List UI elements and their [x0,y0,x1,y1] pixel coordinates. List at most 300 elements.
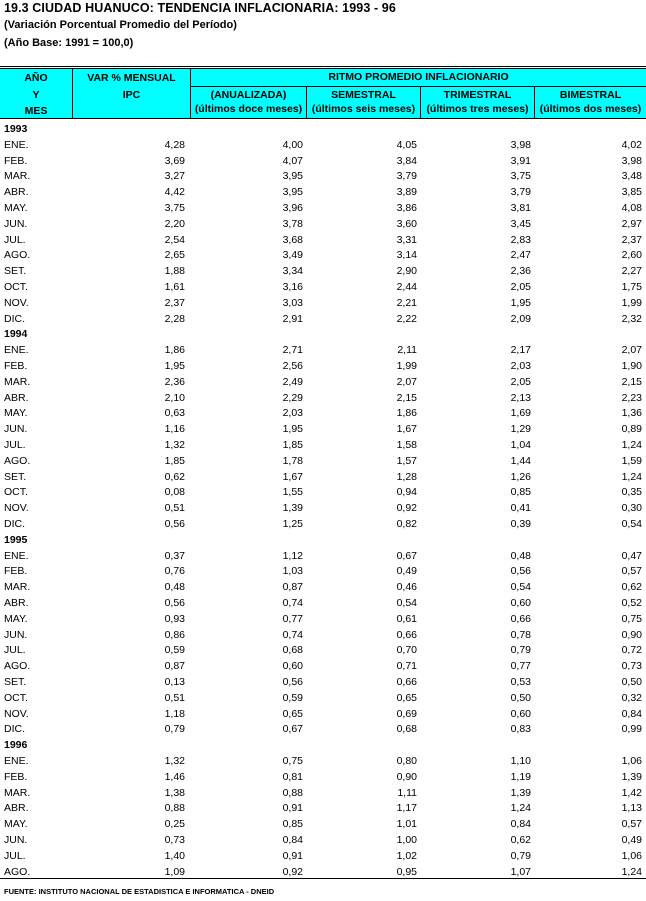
semestral-cell: 0,94 [396,486,417,499]
trimestral-cell: 0,78 [510,628,531,641]
anualizada-cell: 3,16 [282,281,303,293]
trimestral-cell: 0,53 [510,676,531,688]
bimestral-cell: 2,27 [621,265,642,278]
month-cell: MAR. [4,170,31,183]
table-row [0,374,646,390]
table-row [0,469,646,485]
semestral-cell: 1,17 [396,802,417,815]
ipc-cell: 2,37 [164,296,185,309]
month-cell: OCT. [4,486,28,499]
month-cell: JUN. [4,628,28,641]
month-cell: ABR. [4,597,29,609]
year-row [0,532,646,548]
anualizada-cell: 0,60 [282,660,303,673]
anualizada-cell: 2,91 [282,312,303,325]
trimestral-cell: 1,24 [510,802,531,815]
header-bimestral [534,86,646,118]
table-row [0,232,646,248]
table-row [0,295,646,311]
year-row [0,326,646,342]
ipc-cell: 1,46 [164,770,185,783]
semestral-cell: 2,90 [396,265,417,278]
month-cell: FEB. [4,360,28,372]
source-note: FUENTE: INSTITUTO NACIONAL DE ESTADISTICA E INFORMATICA - DNEID [4,887,275,896]
anualizada-cell: 4,07 [282,154,303,167]
trimestral-cell: 2,13 [510,391,531,404]
month-cell: SET. [4,676,27,688]
month-cell: OCT. [4,281,28,293]
year-label: 1996 [4,739,28,752]
header-trimestral [420,86,534,118]
trimestral-cell: 0,50 [510,691,531,704]
anualizada-cell: 0,68 [282,644,303,657]
ipc-cell: 1,16 [164,423,185,436]
trimestral-cell: 0,62 [510,834,531,846]
anualizada-cell: 1,12 [282,549,303,562]
semestral-cell: 0,68 [396,723,417,736]
semestral-cell: 0,71 [396,660,417,673]
ipc-cell: 0,51 [164,691,185,704]
month-cell: FEB. [4,565,28,578]
ipc-cell: 0,76 [164,565,185,578]
semestral-cell: 0,95 [396,865,417,878]
trimestral-cell: 3,91 [510,154,531,167]
table-row [0,421,646,437]
anualizada-cell: 0,77 [282,612,303,625]
semestral-cell: 3,84 [396,154,417,167]
table-row [0,785,646,801]
trimestral-cell: 3,81 [510,202,531,214]
month-cell: AGO. [4,865,31,878]
header-bimestral-label: BIMESTRAL [559,89,622,101]
year-row [0,121,646,137]
anualizada-cell: 0,85 [282,818,303,831]
table-row [0,216,646,232]
trimestral-cell: 1,19 [510,770,531,783]
bimestral-cell: 1,90 [621,360,642,372]
anualizada-cell: 3,95 [282,170,303,183]
bimestral-cell: 0,32 [621,691,642,704]
month-cell: JUN. [4,217,28,230]
table-row [0,516,646,532]
ipc-cell: 4,28 [164,138,185,151]
table-row [0,642,646,658]
trimestral-cell: 2,36 [510,265,531,278]
table-row [0,500,646,516]
header-anualizada-period: (últimos doce meses) [194,103,303,115]
bimestral-cell: 0,49 [621,834,642,846]
page-title: 19.3 CIUDAD HUANUCO: TENDENCIA INFLACIONARIA: 1993 - 96 [4,1,396,15]
bimestral-cell: 3,48 [621,170,642,183]
anualizada-cell: 1,78 [282,454,303,467]
semestral-cell: 1,99 [396,360,417,372]
trimestral-cell: 2,09 [510,312,531,325]
month-cell: JUL. [4,233,26,246]
table-row [0,484,646,500]
bimestral-cell: 1,06 [621,755,642,767]
header-ritmo-group [190,69,646,86]
anualizada-cell: 0,88 [282,786,303,799]
header-bimestral-period: (últimos dos meses) [539,103,642,115]
anualizada-cell: 0,56 [282,676,303,688]
table-row [0,358,646,374]
ipc-cell: 1,40 [164,849,185,862]
header-trimestral-label: TRIMESTRAL [443,89,512,101]
bimestral-cell: 0,52 [621,597,642,609]
month-cell: FEB. [4,154,28,167]
semestral-cell: 0,66 [396,628,417,641]
bimestral-cell: 0,90 [621,628,642,641]
table-row [0,595,646,611]
bimestral-cell: 0,30 [621,502,642,515]
ipc-cell: 3,27 [164,170,185,183]
ipc-cell: 1,95 [164,360,185,372]
ipc-cell: 1,85 [164,454,185,467]
bimestral-cell: 1,24 [621,439,642,451]
anualizada-cell: 0,92 [282,865,303,878]
table-row [0,137,646,153]
bimestral-cell: 2,32 [621,312,642,325]
table-row [0,832,646,848]
bimestral-cell: 2,60 [621,249,642,262]
trimestral-cell: 0,84 [510,818,531,831]
trimestral-cell: 1,07 [510,865,531,878]
bimestral-cell: 0,73 [621,660,642,673]
anualizada-cell: 3,96 [282,202,303,214]
month-cell: MAY. [4,818,28,831]
semestral-cell: 1,86 [396,407,417,420]
table-row [0,627,646,643]
table-row [0,611,646,627]
month-cell: MAR. [4,375,31,388]
semestral-cell: 3,31 [396,233,417,246]
ipc-cell: 2,28 [164,312,185,325]
bimestral-cell: 0,57 [621,818,642,831]
trimestral-cell: 0,79 [510,849,531,862]
semestral-cell: 1,67 [396,423,417,436]
bimestral-cell: 0,75 [621,612,642,625]
header-year-month [0,69,72,118]
bimestral-cell: 1,42 [621,786,642,799]
ipc-cell: 1,61 [164,281,185,293]
semestral-cell: 1,28 [396,470,417,483]
ipc-cell: 2,54 [164,233,185,246]
ipc-cell: 0,73 [164,834,185,846]
month-cell: SET. [4,470,27,483]
trimestral-cell: 1,04 [510,439,531,451]
table-row [0,405,646,421]
table-row [0,168,646,184]
semestral-cell: 1,57 [396,454,417,467]
month-cell: MAY. [4,202,28,214]
table-row [0,437,646,453]
ipc-cell: 0,37 [164,549,185,562]
bimestral-cell: 0,72 [621,644,642,657]
month-cell: AGO. [4,660,31,673]
bimestral-cell: 0,50 [621,676,642,688]
ipc-cell: 0,56 [164,518,185,530]
semestral-cell: 1,11 [397,786,417,799]
semestral-cell: 0,46 [396,581,417,594]
table-row [0,579,646,595]
semestral-cell: 3,86 [396,202,417,214]
trimestral-cell: 2,05 [510,375,531,388]
anualizada-cell: 1,95 [282,423,303,436]
ipc-cell: 1,18 [164,707,185,720]
semestral-cell: 1,00 [396,834,417,846]
bimestral-cell: 4,02 [621,138,642,151]
header-ipc-var-label: VAR % MENSUAL [87,72,176,84]
table-bottom-rule [0,878,646,879]
month-cell: NOV. [4,707,29,720]
anualizada-cell: 0,74 [282,597,303,609]
bimestral-cell: 3,98 [621,154,642,167]
anualizada-cell: 1,55 [282,486,303,499]
month-cell: ABR. [4,802,29,815]
trimestral-cell: 1,26 [510,470,531,483]
ipc-cell: 0,59 [164,644,185,657]
table-row [0,390,646,406]
semestral-cell: 0,90 [396,770,417,783]
bimestral-cell: 1,75 [621,281,642,293]
anualizada-cell: 1,39 [282,502,303,515]
header-trimestral-period: (últimos tres meses) [426,103,529,115]
trimestral-cell: 3,79 [510,186,531,199]
ipc-cell: 0,93 [164,612,185,625]
ipc-cell: 4,42 [164,186,185,199]
semestral-cell: 1,58 [396,439,417,451]
header-month-label: MES [24,105,48,117]
month-cell: MAR. [4,786,31,799]
trimestral-cell: 0,77 [510,660,531,673]
month-cell: SET. [4,265,27,278]
table-row [0,247,646,263]
semestral-cell: 0,54 [396,597,417,609]
bimestral-cell: 0,54 [621,518,642,530]
table-row [0,548,646,564]
bimestral-cell: 3,85 [621,186,642,199]
month-cell: NOV. [4,502,29,515]
table-row [0,753,646,769]
month-cell: OCT. [4,691,28,704]
bimestral-cell: 1,24 [621,470,642,483]
month-cell: AGO. [4,454,31,467]
bimestral-cell: 1,36 [621,407,642,420]
anualizada-cell: 3,49 [282,249,303,262]
semestral-cell: 0,49 [396,565,417,578]
anualizada-cell: 0,81 [282,770,303,783]
bimestral-cell: 0,84 [621,707,642,720]
anualizada-cell: 0,91 [282,802,303,815]
bimestral-cell: 1,59 [621,454,642,467]
month-cell: AGO. [4,249,31,262]
trimestral-cell: 0,79 [510,644,531,657]
anualizada-cell: 4,00 [282,138,303,151]
table-header [0,66,646,118]
month-cell: JUL. [4,439,26,451]
semestral-cell: 2,44 [396,281,417,293]
trimestral-cell: 0,56 [510,565,531,578]
month-cell: DIC. [4,723,25,736]
ipc-cell: 0,79 [164,723,185,736]
trimestral-cell: 1,39 [510,786,531,799]
table-row [0,706,646,722]
page-subtitle: (Variación Porcentual Promedio del Período) [4,19,237,31]
anualizada-cell: 2,03 [282,407,303,420]
month-cell: FEB. [4,770,28,783]
month-cell: ENE. [4,549,29,562]
ipc-cell: 0,08 [164,486,185,499]
trimestral-cell: 3,45 [510,217,531,230]
semestral-cell: 3,60 [396,217,417,230]
ipc-cell: 2,20 [164,217,185,230]
month-cell: NOV. [4,296,29,309]
month-cell: JUL. [4,644,26,657]
trimestral-cell: 2,47 [510,249,531,262]
ipc-cell: 0,48 [164,581,185,594]
bimestral-cell: 0,62 [621,581,642,594]
year-row [0,737,646,753]
semestral-cell: 1,01 [396,818,417,831]
anualizada-cell: 2,56 [282,360,303,372]
ipc-cell: 2,10 [164,391,185,404]
month-cell: ENE. [4,138,29,151]
semestral-cell: 0,61 [396,612,417,625]
table-row [0,816,646,832]
anualizada-cell: 0,91 [282,849,303,862]
month-cell: DIC. [4,518,25,530]
bimestral-cell: 1,39 [621,770,642,783]
header-semestral-label: SEMESTRAL [331,89,396,101]
ipc-cell: 1,38 [164,786,185,799]
month-cell: ENE. [4,344,29,357]
ipc-cell: 0,63 [164,407,185,420]
semestral-cell: 0,67 [396,549,417,562]
header-group-label: RITMO PROMEDIO INFLACIONARIO [328,71,509,83]
month-cell: JUL. [4,849,26,862]
ipc-cell: 2,65 [164,249,185,262]
anualizada-cell: 2,29 [282,391,303,404]
year-label: 1993 [4,123,28,135]
table-row [0,263,646,279]
month-cell: ABR. [4,391,29,404]
bimestral-cell: 0,57 [621,565,642,578]
anualizada-cell: 2,71 [282,344,303,357]
ipc-cell: 1,32 [164,439,185,451]
header-y-label: Y [32,89,40,101]
table-row [0,848,646,864]
anualizada-cell: 1,67 [282,470,303,483]
trimestral-cell: 1,29 [510,423,531,436]
bimestral-cell: 0,99 [621,723,642,736]
month-cell: JUN. [4,423,28,436]
anualizada-cell: 3,34 [282,265,303,278]
bimestral-cell: 2,15 [621,375,642,388]
table-row [0,690,646,706]
bimestral-cell: 2,97 [621,217,642,230]
semestral-cell: 2,07 [396,375,417,388]
bimestral-cell: 0,47 [621,549,642,562]
header-anualizada-label: (ANUALIZADA) [210,89,287,101]
anualizada-cell: 0,65 [282,707,303,720]
trimestral-cell: 0,54 [510,581,531,594]
trimestral-cell: 3,75 [510,170,531,183]
semestral-cell: 2,21 [396,296,417,309]
trimestral-cell: 2,83 [510,233,531,246]
trimestral-cell: 1,95 [510,296,531,309]
trimestral-cell: 0,83 [510,723,531,736]
table-row [0,311,646,327]
semestral-cell: 0,70 [396,644,417,657]
header-ipc [72,69,190,118]
ipc-cell: 0,86 [164,628,185,641]
table-row [0,153,646,169]
month-cell: MAR. [4,581,31,594]
anualizada-cell: 3,95 [282,186,303,199]
table-row [0,800,646,816]
base-year-note: (Año Base: 1991 = 100,0) [4,37,134,49]
table-row [0,342,646,358]
table-row [0,279,646,295]
bimestral-cell: 0,35 [621,486,642,499]
table-row [0,658,646,674]
ipc-cell: 0,87 [164,660,185,673]
month-cell: DIC. [4,312,25,325]
semestral-cell: 2,11 [397,344,417,357]
header-anualizada [190,86,306,118]
trimestral-cell: 2,05 [510,281,531,293]
semestral-cell: 0,80 [396,755,417,767]
month-cell: MAY. [4,612,28,625]
month-cell: ENE. [4,755,29,767]
semestral-cell: 4,05 [396,138,417,151]
ipc-cell: 1,88 [164,265,185,278]
month-cell: ABR. [4,186,29,199]
bimestral-cell: 2,23 [621,391,642,404]
table-row [0,563,646,579]
trimestral-cell: 0,60 [510,707,531,720]
header-year-label: AÑO [24,72,48,84]
bimestral-cell: 1,13 [621,802,642,815]
ipc-cell: 2,36 [164,375,185,388]
semestral-cell: 0,66 [396,676,417,688]
trimestral-cell: 0,39 [510,518,531,530]
semestral-cell: 3,14 [396,249,417,262]
bimestral-cell: 2,07 [621,344,642,357]
header-semestral-period: (últimos seis meses) [311,103,416,115]
semestral-cell: 0,92 [396,502,417,515]
ipc-cell: 0,56 [164,597,185,609]
table-row [0,184,646,200]
year-label: 1995 [4,533,28,546]
ipc-cell: 1,09 [164,865,185,878]
trimestral-cell: 1,10 [510,755,531,767]
bimestral-cell: 2,37 [621,233,642,246]
trimestral-cell: 0,85 [510,486,531,499]
anualizada-cell: 0,67 [282,723,303,736]
trimestral-cell: 0,66 [510,612,531,625]
ipc-cell: 3,69 [164,154,185,167]
header-ipc-label: IPC [122,89,141,101]
anualizada-cell: 1,85 [282,439,303,451]
trimestral-cell: 2,03 [510,360,531,372]
bimestral-cell: 1,06 [621,849,642,862]
ipc-cell: 0,51 [164,502,185,515]
ipc-cell: 0,25 [164,818,185,831]
trimestral-cell: 2,17 [510,344,531,357]
trimestral-cell: 1,44 [510,454,531,467]
anualizada-cell: 3,68 [282,233,303,246]
